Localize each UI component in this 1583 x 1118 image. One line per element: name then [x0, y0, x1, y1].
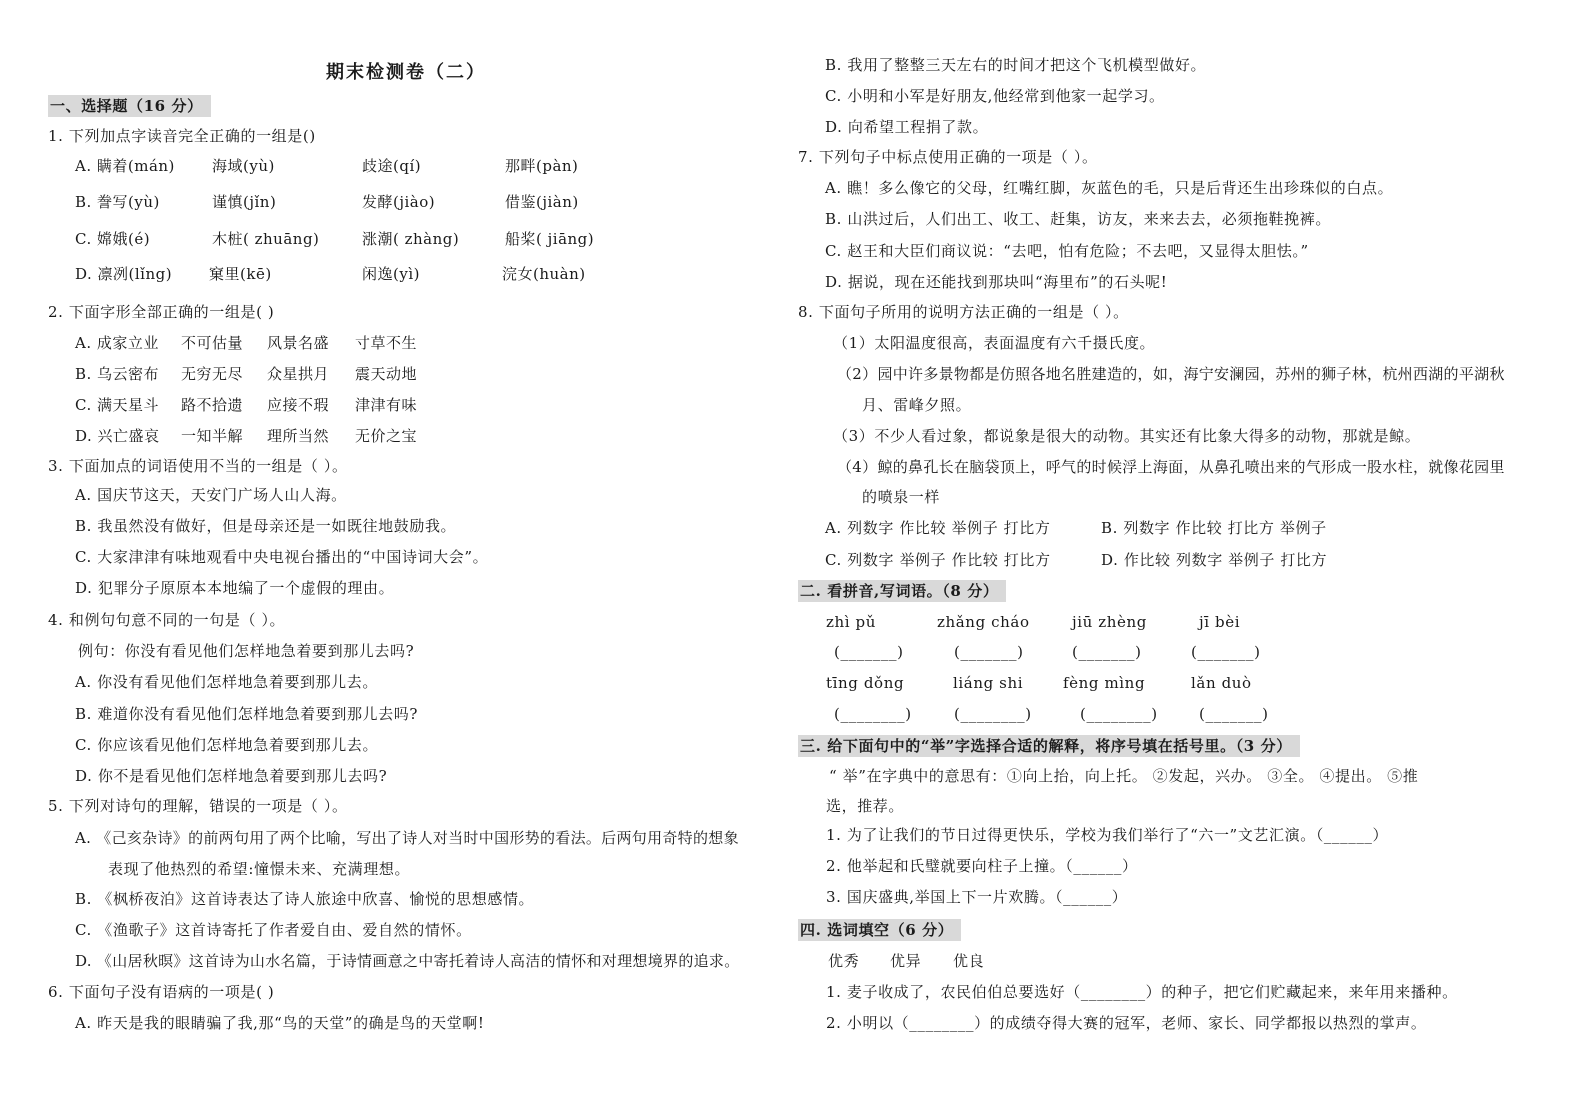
answer-blank-6[interactable]: (________): [954, 705, 1032, 723]
q1-option-a-3: 歧途(qí): [362, 157, 422, 175]
q1-option-c-2: 木桩( zhuāng): [212, 230, 320, 248]
pinyin-8: lǎn duò: [1191, 674, 1252, 692]
answer-blank-2[interactable]: (_______): [954, 643, 1024, 661]
q1-option-c: C. 嫦娥(é): [75, 230, 151, 248]
q5-option-b: B. 《枫桥夜泊》这首诗表达了诗人旅途中欣喜、愉悦的思想感情。: [75, 890, 535, 908]
answer-blank-3[interactable]: (_______): [1072, 643, 1142, 661]
word-choice-1: 优秀: [828, 952, 860, 970]
q2-option-c: C. 满天星斗: [75, 396, 159, 414]
q2-option-c-3: 应接不瑕: [267, 396, 330, 414]
q6-option-c: C. 小明和小军是好朋友,他经常到他家一起学习。: [825, 87, 1165, 105]
q2-option-d-4: 无价之宝: [355, 427, 418, 445]
section-3-heading: 三. 给下面句中的“举”字选择合适的解释，将序号填在括号里。（3 分）: [798, 735, 1300, 757]
answer-blank-5[interactable]: (________): [834, 705, 912, 723]
q5-option-a: A. 《己亥杂诗》的前两句用了两个比喻，写出了诗人对当时中国形势的看法。后两句用奇特的想象: [75, 829, 739, 847]
answer-blank-8[interactable]: (_______): [1199, 705, 1269, 723]
q2-option-b-3: 众星拱月: [267, 365, 330, 383]
q4-option-d: D. 你不是看见他们怎样地急着要到那儿去吗?: [75, 767, 388, 785]
ju-item-1[interactable]: 1. 为了让我们的节日过得更快乐，学校为我们举行了“六一”文艺汇演。（______）: [826, 826, 1389, 844]
q4-option-a: A. 你没有看见他们怎样地急着要到那儿去。: [75, 673, 378, 691]
q1-option-a-2: 海域(yù): [212, 157, 275, 175]
pinyin-4: jī bèi: [1199, 613, 1241, 631]
question-4: 4. 和例句句意不同的一句是（ ）。: [48, 611, 286, 629]
q8-item-2: （2）园中许多景物都是仿照各地名胜建造的，如，海宁安澜园，苏州的狮子林，杭州西湖的平湖秋: [837, 365, 1505, 383]
q6-option-d: D. 向希望工程捐了款。: [825, 118, 989, 136]
q2-option-b: B. 乌云密布: [75, 365, 160, 383]
q5-option-c: C. 《渔歌子》这首诗寄托了作者爱自由、爱自然的情怀。: [75, 921, 472, 939]
q8-option-d: D. 作比较 列数字 举例子 打比方: [1101, 551, 1328, 569]
ju-definitions: “ 举”在字典中的意思有：①向上抬，向上托。 ②发起，兴办。 ③全。 ④提出。 ⑤推: [829, 767, 1419, 785]
q1-option-b-4: 借鉴(jiàn): [505, 193, 579, 211]
question-7: 7. 下列句子中标点使用正确的一项是（ ）。: [798, 148, 1098, 166]
q3-option-a: A. 国庆节这天，天安门广场人山人海。: [75, 486, 347, 504]
q2-option-d-2: 一知半解: [181, 427, 244, 445]
q2-option-b-4: 震天动地: [355, 365, 418, 383]
section-4-heading: 四. 选词填空（6 分）: [798, 919, 961, 941]
q8-option-b: B. 列数字 作比较 打比方 举例子: [1101, 519, 1327, 537]
answer-blank-7[interactable]: (________): [1080, 705, 1158, 723]
section-2-heading: 二. 看拼音,写词语。（8 分）: [798, 580, 1006, 602]
question-6: 6. 下面句子没有语病的一项是( ): [48, 983, 275, 1001]
answer-blank-1[interactable]: (_______): [834, 643, 904, 661]
q2-option-a: A. 成家立业: [75, 334, 159, 352]
q8-item-4: （4）鲸的鼻孔长在脑袋顶上，呼气的时候浮上海面，从鼻孔喷出来的气形成一股水柱，就像花园里: [837, 458, 1505, 476]
q5-option-d: D. 《山居秋暝》这首诗为山水名篇，于诗情画意之中寄托着诗人高洁的情怀和对理想境界的追求。: [75, 952, 740, 970]
q6-option-b: B. 我用了整整三天左右的时间才把这个飞机模型做好。: [825, 56, 1207, 74]
q1-option-d-4: 浣女(huàn): [502, 265, 586, 283]
pinyin-3: jiū zhèng: [1072, 613, 1147, 631]
q8-item-1: （1）太阳温度很高，表面温度有六千摄氏度。: [833, 334, 1156, 352]
question-5: 5. 下列对诗句的理解，错误的一项是（ ）。: [48, 797, 348, 815]
q2-option-d-3: 理所当然: [267, 427, 330, 445]
ju-definitions-cont: 选，推荐。: [826, 797, 905, 815]
q7-option-d: D. 据说，现在还能找到那块叫“海里布”的石头呢!: [825, 273, 1168, 291]
question-2: 2. 下面字形全部正确的一组是( ): [48, 303, 275, 321]
q1-option-a-4: 那畔(pàn): [505, 157, 579, 175]
q4-option-c: C. 你应该看见他们怎样地急着要到那儿去。: [75, 736, 379, 754]
q3-option-d: D. 犯罪分子原原本本地编了一个虚假的理由。: [75, 579, 395, 597]
question-3: 3. 下面加点的词语使用不当的一组是（ ）。: [48, 457, 348, 475]
section-1-heading: 一、选择题（16 分）: [48, 95, 211, 117]
q2-option-c-2: 路不拾遗: [181, 396, 244, 414]
q8-option-a: A. 列数字 作比较 举例子 打比方: [825, 519, 1051, 537]
q7-option-b: B. 山洪过后，人们出工、收工、赶集，访友，来来去去，必须拖鞋挽裤。: [825, 210, 1331, 228]
q3-option-c: C. 大家津津有味地观看中央电视台播出的“中国诗词大会”。: [75, 548, 489, 566]
q8-option-c: C. 列数字 举例子 作比较 打比方: [825, 551, 1051, 569]
q1-option-d-3: 闲逸(yì): [362, 265, 420, 283]
question-8: 8. 下面句子所用的说明方法正确的一组是（ ）。: [798, 303, 1129, 321]
fill-item-1[interactable]: 1. 麦子收成了，农民伯伯总要选好（________）的种子，把它们贮藏起来，来年用来播种。: [826, 983, 1458, 1001]
q1-option-b-3: 发酵(jiào): [362, 193, 436, 211]
q1-option-c-3: 涨潮( zhàng): [362, 230, 460, 248]
ju-item-3[interactable]: 3. 国庆盛典,举国上下一片欢腾。（______）: [826, 888, 1128, 906]
fill-item-2[interactable]: 2. 小明以（________）的成绩夺得大赛的冠军，老师、家长、同学都报以热烈的掌声。: [826, 1014, 1427, 1032]
q8-item-2-cont: 月、雷峰夕照。: [862, 396, 972, 414]
q1-option-b-2: 谨慎(jǐn): [212, 193, 277, 211]
q1-option-d-2: 窠里(kē): [209, 265, 272, 283]
q8-item-3: （3）不少人看过象，都说象是很大的动物。其实还有比象大得多的动物，那就是鲸。: [833, 427, 1421, 445]
answer-blank-4[interactable]: (_______): [1191, 643, 1261, 661]
word-choice-2: 优异: [890, 952, 922, 970]
q5-option-a-cont: 表现了他热烈的希望:憧憬未来、充满理想。: [108, 860, 411, 878]
q4-option-b: B. 难道你没有看见他们怎样地急着要到那儿去吗?: [75, 705, 419, 723]
q2-option-a-2: 不可估量: [181, 334, 244, 352]
question-1: 1. 下列加点字读音完全正确的一组是(): [48, 127, 316, 145]
q2-option-a-4: 寸草不生: [355, 334, 418, 352]
q1-option-a: A. 瞒着(mán): [75, 157, 175, 175]
ju-item-2[interactable]: 2. 他举起和氏璧就要向柱子上撞。（______）: [826, 857, 1138, 875]
pinyin-5: tīng dǒng: [826, 674, 905, 692]
q3-option-b: B. 我虽然没有做好，但是母亲还是一如既往地鼓励我。: [75, 517, 457, 535]
q2-option-c-4: 津津有味: [355, 396, 418, 414]
pinyin-6: liáng shi: [953, 674, 1024, 692]
pinyin-7: fèng mìng: [1063, 674, 1146, 692]
q2-option-b-2: 无穷无尽: [181, 365, 244, 383]
q1-option-c-4: 船桨( jiāng): [505, 230, 595, 248]
q1-option-d: D. 凛冽(lǐng): [75, 265, 173, 283]
q2-option-d: D. 兴亡盛哀: [75, 427, 160, 445]
q8-item-4-cont: 的喷泉一样: [862, 488, 941, 506]
q7-option-c: C. 赵王和大臣们商议说：“去吧，怕有危险；不去吧，又显得太胆怯。”: [825, 242, 1309, 260]
word-choice-3: 优良: [953, 952, 985, 970]
q2-option-a-3: 风景名盛: [267, 334, 330, 352]
page-title: 期末检测卷（二）: [326, 62, 486, 83]
q1-option-b: B. 誊写(yù): [75, 193, 160, 211]
q4-example: 例句：你没有看见他们怎样地急着要到那儿去吗?: [78, 642, 415, 660]
q6-option-a: A. 昨天是我的眼睛骗了我,那“鸟的天堂”的确是鸟的天堂啊!: [75, 1014, 485, 1032]
pinyin-2: zhǎng cháo: [937, 613, 1030, 631]
pinyin-1: zhì pǔ: [826, 613, 876, 631]
q7-option-a: A. 瞧！多么像它的父母，红嘴红脚，灰蓝色的毛，只是后背还生出珍珠似的白点。: [825, 179, 1394, 197]
